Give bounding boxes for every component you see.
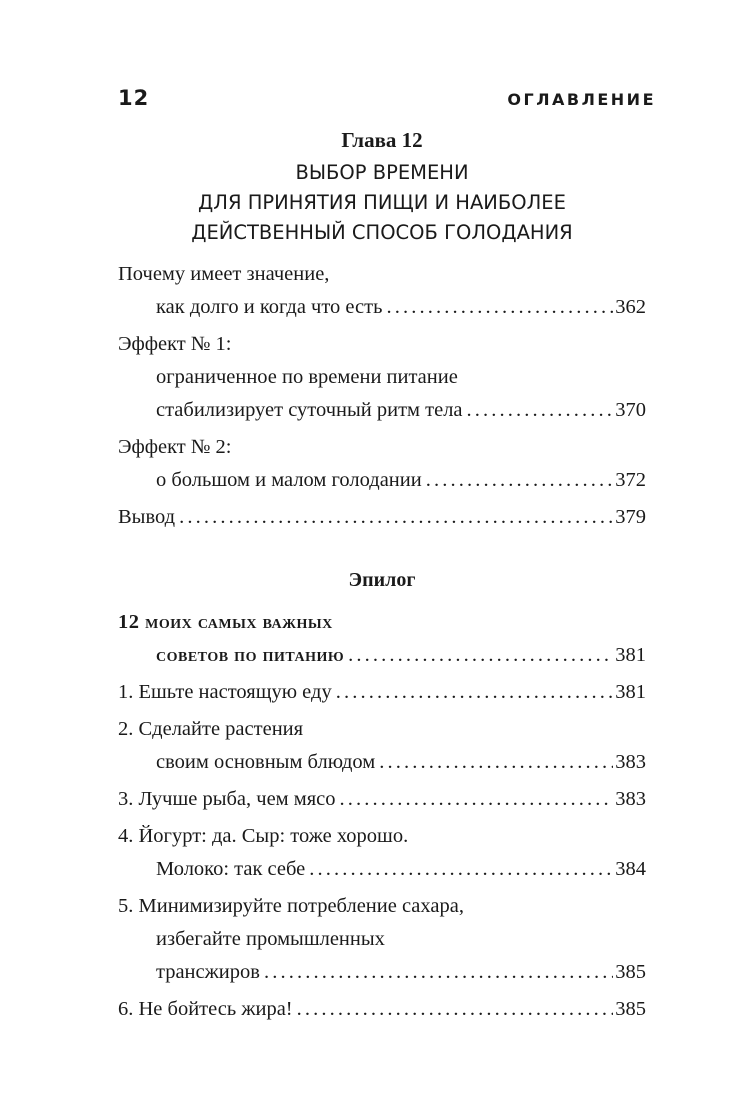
toc-entry[interactable] (118, 258, 646, 324)
toc-entry-text: Эффект № 2: (118, 436, 232, 458)
toc-page-number: 385 (615, 998, 646, 1020)
toc-entry-line (118, 713, 646, 746)
toc-page-number: 381 (615, 644, 646, 666)
dot-leader (426, 464, 614, 497)
toc-page-number: 379 (615, 506, 646, 528)
page-number: 12 (118, 86, 150, 110)
toc-page-number: 370 (615, 399, 646, 421)
dot-leader (264, 956, 613, 989)
toc-entry[interactable] (118, 606, 646, 672)
toc-entry[interactable] (118, 431, 646, 497)
toc-entry-line (118, 394, 646, 427)
toc-entry-text: Молоко: так себе (156, 858, 306, 880)
toc-entry-text: ограниченное по времени питание (156, 366, 458, 388)
toc-page-number: 384 (615, 858, 646, 880)
toc-entry-line (118, 923, 646, 956)
toc-entry-text: избегайте промышленных (156, 928, 385, 950)
toc-entry-text: своим основным блюдом (156, 751, 376, 773)
toc-entry-line (118, 993, 646, 1026)
toc-entry-line (118, 258, 646, 291)
chapter-title-line: ВЫБОР ВРЕМЕНИ (295, 161, 469, 184)
dot-leader (467, 394, 614, 427)
chapter-label: Глава 12 (341, 128, 423, 152)
toc-entry-line (118, 820, 646, 853)
toc-entry[interactable] (118, 890, 646, 989)
toc-page-number: 383 (615, 751, 646, 773)
toc-entry-line (118, 639, 646, 672)
toc-entry[interactable] (118, 783, 646, 816)
toc-entry-line (118, 890, 646, 923)
epilogue-label: Эпилог (348, 569, 416, 591)
toc-entry-line (118, 501, 646, 534)
dot-leader (336, 676, 614, 709)
toc-entry-line (118, 853, 646, 886)
dot-leader (340, 783, 614, 816)
toc-page-number: 381 (615, 681, 646, 703)
chapter-title-line: ДЕЙСТВЕННЫЙ СПОСОБ ГОЛОДАНИЯ (191, 221, 573, 244)
dot-leader (379, 746, 613, 779)
toc-page-number: 385 (615, 961, 646, 983)
toc-entry-text: 5. Минимизируйте потребление сахара, (118, 895, 464, 917)
toc-entry[interactable] (118, 993, 646, 1026)
dot-leader (348, 639, 613, 672)
toc-content (118, 122, 646, 1030)
dot-leader (309, 853, 613, 886)
toc-entry-text: Почему имеет значение, (118, 263, 330, 285)
toc-entry[interactable] (118, 328, 646, 427)
toc-entry-text: трансжиров (156, 961, 260, 983)
toc-entry-line (118, 783, 646, 816)
toc-entry-line (118, 956, 646, 989)
toc-page-number: 383 (615, 788, 646, 810)
dot-leader (386, 291, 613, 324)
toc-entry[interactable] (118, 820, 646, 886)
chapter-title-line: ДЛЯ ПРИНЯТИЯ ПИЩИ И НАИБОЛЕЕ (198, 191, 566, 214)
toc-entry-text: 6. Не бойтесь жира! (118, 998, 293, 1020)
toc-entry-text: 3. Лучше рыба, чем мясо (118, 788, 336, 810)
toc-page-number: 372 (615, 469, 646, 491)
dot-leader (179, 501, 613, 534)
toc-entry-text: 4. Йогурт: да. Сыр: тоже хорошо. (118, 825, 409, 847)
dot-leader (297, 993, 614, 1026)
toc-entry-text: 2. Сделайте растения (118, 718, 304, 740)
toc-entry-text: 12 моих самых важных (118, 611, 333, 633)
toc-entry-line (118, 464, 646, 497)
toc-entry-line (118, 746, 646, 779)
toc-entry-line (118, 676, 646, 709)
toc-entry-text: советов по питанию (156, 644, 345, 666)
toc-entry-line (118, 328, 646, 361)
toc-entry-line (118, 606, 646, 639)
running-head: ОГЛАВЛЕНИЕ (507, 90, 656, 109)
toc-entry-text: Вывод (118, 506, 176, 528)
toc-page-number: 362 (615, 296, 646, 318)
toc-entry-text: о большом и малом голодании (156, 469, 422, 491)
toc-entry-line (118, 431, 646, 464)
toc-entry-text: стабилизирует суточный ритм тела (156, 399, 463, 421)
toc-entry-text: Эффект № 1: (118, 333, 232, 355)
toc-entry-text: 1. Ешьте настоящую еду (118, 681, 332, 703)
toc-entry-line (118, 361, 646, 394)
toc-entry[interactable] (118, 676, 646, 709)
toc-entry-line (118, 291, 646, 324)
toc-entry[interactable] (118, 501, 646, 534)
toc-entry-text: как долго и когда что есть (156, 296, 383, 318)
chapter-title (118, 158, 646, 248)
toc-entry[interactable] (118, 713, 646, 779)
